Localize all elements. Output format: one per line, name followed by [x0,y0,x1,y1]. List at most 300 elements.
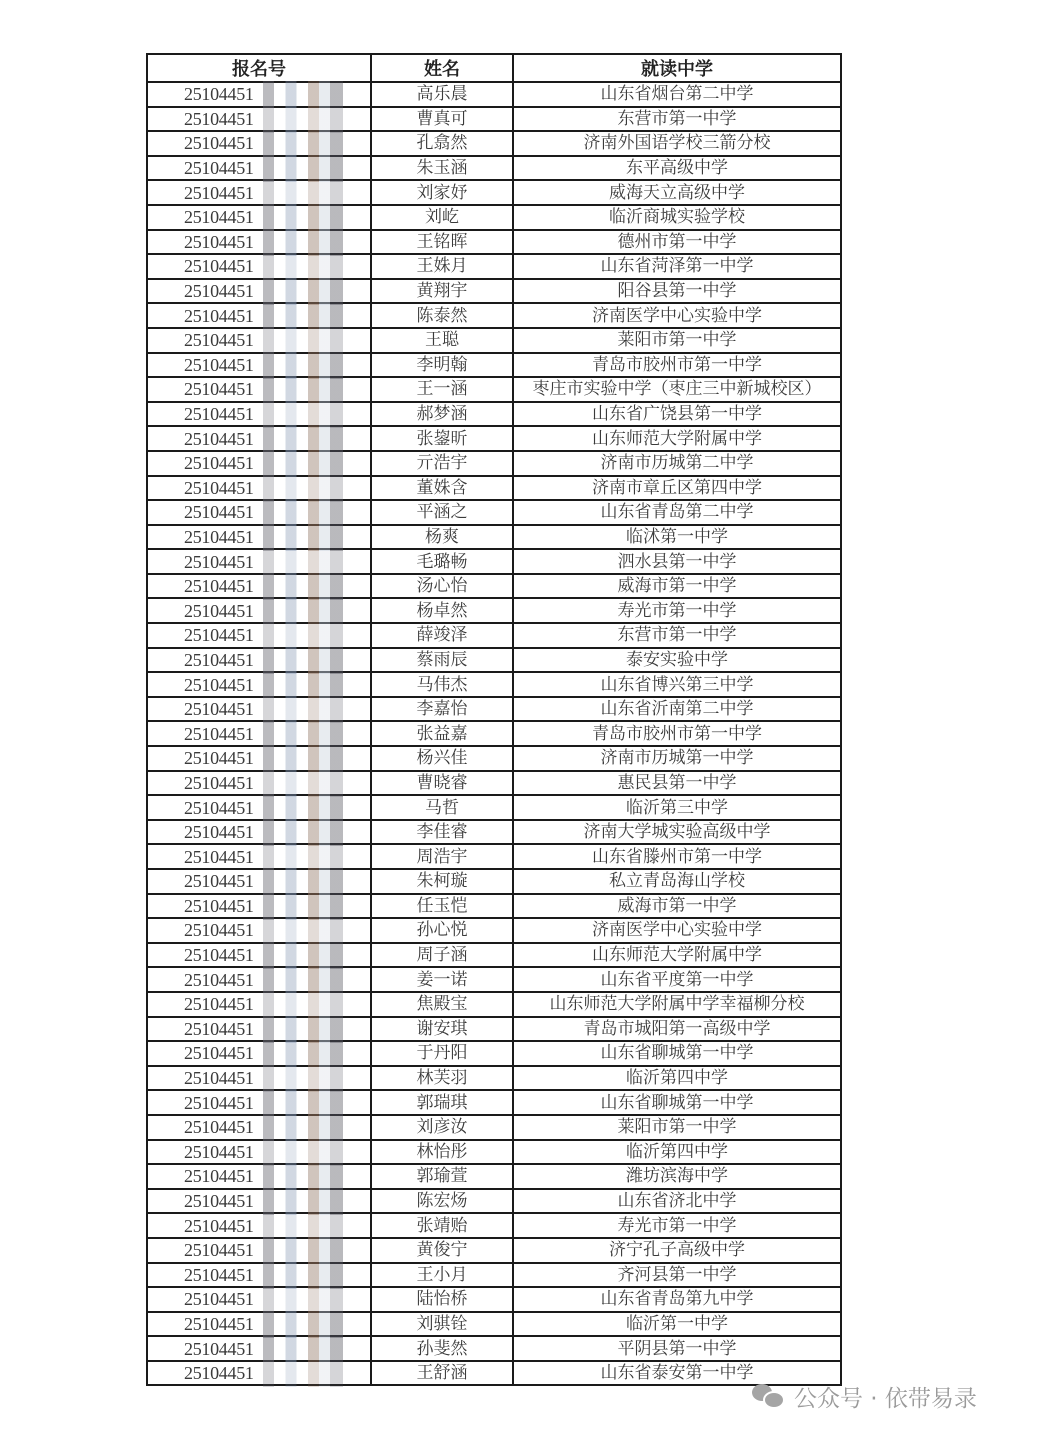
redaction-mosaic [263,1237,343,1264]
redaction-mosaic [263,942,343,969]
table-row [147,918,841,943]
school-name: 山东省平度第一中学 [513,967,841,992]
registration-number-cell [147,549,371,574]
school-name: 山东省菏泽第一中学 [513,254,841,279]
school-name: 惠民县第一中学 [513,771,841,796]
redaction-mosaic [263,278,343,305]
student-name: 毛璐畅 [371,549,513,574]
registration-number-cell [147,180,371,205]
redaction-mosaic [263,1360,343,1387]
registration-number: 25104451 [184,84,254,105]
table-row [147,795,841,820]
registration-number: 25104451 [184,1043,254,1064]
school-name: 济南医学中心实验中学 [513,303,841,328]
student-name: 孔翕然 [371,131,513,156]
registration-number: 25104451 [184,1018,254,1039]
table-row [147,230,841,255]
registration-number: 25104451 [184,231,254,252]
results-table-container [146,53,842,1386]
school-name: 德州市第一中学 [513,230,841,255]
redaction-mosaic [263,1311,343,1338]
registration-number-cell [147,476,371,501]
registration-number: 25104451 [184,477,254,498]
table-row [147,254,841,279]
school-name: 潍坊滨海中学 [513,1164,841,1189]
school-name: 青岛市胶州市第一中学 [513,721,841,746]
redaction-mosaic [263,745,343,772]
student-name: 刘屹 [371,205,513,230]
school-name: 临沭第一中学 [513,525,841,550]
school-name: 枣庄市实验中学（枣庄三中新城校区） [513,377,841,402]
registration-number: 25104451 [184,649,254,670]
registration-number-cell [147,1238,371,1263]
school-name: 山东省聊城第一中学 [513,1090,841,1115]
registration-number: 25104451 [184,1289,254,1310]
table-header-row [147,54,841,82]
registration-number: 25104451 [184,1313,254,1334]
redaction-mosaic [263,450,343,477]
table-row [147,771,841,796]
registration-number-cell [147,918,371,943]
redaction-mosaic [263,302,343,329]
table-row [147,451,841,476]
school-name: 莱阳市第一中学 [513,328,841,353]
student-name: 张益嘉 [371,721,513,746]
registration-number-cell [147,992,371,1017]
student-name: 王小月 [371,1263,513,1288]
table-row [147,205,841,230]
table-row [147,1041,841,1066]
table-row [147,1115,841,1140]
school-name: 济南医学中心实验中学 [513,918,841,943]
table-row [147,1287,841,1312]
header-name: 姓名 [371,54,513,82]
student-name: 焦殿宝 [371,992,513,1017]
redaction-mosaic [263,106,343,133]
redaction-mosaic [263,204,343,231]
school-name: 临沂第四中学 [513,1066,841,1091]
student-name: 汤心怡 [371,574,513,599]
student-name: 林芙羽 [371,1066,513,1091]
registration-number: 25104451 [184,945,254,966]
redaction-mosaic [263,794,343,821]
registration-number: 25104451 [184,1068,254,1089]
redaction-mosaic [263,1188,343,1215]
table-row [147,82,841,107]
table-row [147,721,841,746]
registration-number-cell [147,894,371,919]
table-row [147,1189,841,1214]
school-name: 山东师范大学附属中学幸福柳分校 [513,992,841,1017]
registration-number: 25104451 [184,1141,254,1162]
student-name: 杨卓然 [371,598,513,623]
registration-number: 25104451 [184,699,254,720]
student-name: 董姝含 [371,476,513,501]
registration-number-cell [147,279,371,304]
table-row [147,1017,841,1042]
table-row [147,1312,841,1337]
table-row [147,598,841,623]
redaction-mosaic [263,425,343,452]
student-name: 朱柯璇 [371,869,513,894]
registration-number: 25104451 [184,895,254,916]
student-name: 马伟杰 [371,672,513,697]
registration-number: 25104451 [184,158,254,179]
registration-number: 25104451 [184,822,254,843]
registration-number-cell [147,598,371,623]
table-row [147,648,841,673]
watermark-text: 公众号 · 依带易录 [794,1386,977,1412]
redaction-mosaic [263,671,343,698]
student-name: 张靖贻 [371,1213,513,1238]
registration-number-cell [147,1140,371,1165]
registration-number: 25104451 [184,1264,254,1285]
redaction-mosaic [263,524,343,551]
table-row [147,549,841,574]
school-name: 泰安实验中学 [513,648,841,673]
student-name: 王一涵 [371,377,513,402]
registration-number-cell [147,1336,371,1361]
redaction-mosaic [263,229,343,256]
registration-number-cell [147,1115,371,1140]
header-registration-number: 报名号 [147,54,371,82]
registration-number: 25104451 [184,1240,254,1261]
school-name: 济南大学城实验高级中学 [513,820,841,845]
redaction-mosaic [263,966,343,993]
registration-number: 25104451 [184,354,254,375]
table-row [147,943,841,968]
registration-number: 25104451 [184,1166,254,1187]
registration-number: 25104451 [184,1191,254,1212]
registration-number: 25104451 [184,969,254,990]
table-row [147,353,841,378]
table-row [147,1238,841,1263]
table-row [147,574,841,599]
redaction-mosaic [263,1286,343,1313]
registration-number: 25104451 [184,305,254,326]
student-name: 林怡彤 [371,1140,513,1165]
redaction-mosaic [263,475,343,502]
school-name: 山东省沂南第二中学 [513,697,841,722]
redaction-mosaic [263,1139,343,1166]
student-name: 王聪 [371,328,513,353]
table-row [147,894,841,919]
registration-number: 25104451 [184,871,254,892]
table-row [147,672,841,697]
student-name: 王铭晖 [371,230,513,255]
table-row [147,869,841,894]
registration-number-cell [147,451,371,476]
registration-number: 25104451 [184,182,254,203]
school-name: 威海天立高级中学 [513,180,841,205]
registration-number-cell [147,1287,371,1312]
school-name: 威海市第一中学 [513,574,841,599]
registration-number: 25104451 [184,133,254,154]
school-name: 山东省青岛第九中学 [513,1287,841,1312]
redaction-mosaic [263,401,343,428]
registration-number: 25104451 [184,748,254,769]
school-name: 山东省博兴第三中学 [513,672,841,697]
student-name: 于丹阳 [371,1041,513,1066]
redaction-mosaic [263,573,343,600]
table-row [147,279,841,304]
redaction-mosaic [263,253,343,280]
redaction-mosaic [263,843,343,870]
school-name: 山东省滕州市第一中学 [513,844,841,869]
redaction-mosaic [263,1040,343,1067]
registration-number: 25104451 [184,920,254,941]
redaction-mosaic [263,1016,343,1043]
student-name: 亓浩宇 [371,451,513,476]
registration-number-cell [147,623,371,648]
student-name: 杨爽 [371,525,513,550]
registration-number-cell [147,697,371,722]
school-name: 齐河县第一中学 [513,1263,841,1288]
wechat-icon [752,1384,786,1410]
registration-number: 25104451 [184,428,254,449]
registration-number: 25104451 [184,379,254,400]
student-name: 郭瑞琪 [371,1090,513,1115]
redaction-mosaic [263,130,343,157]
school-name: 临沂商城实验学校 [513,205,841,230]
table-row [147,967,841,992]
redaction-mosaic [263,647,343,674]
redaction-mosaic [263,179,343,206]
student-name: 刘骐铨 [371,1312,513,1337]
redaction-mosaic [263,376,343,403]
school-name: 山东省烟台第二中学 [513,82,841,107]
student-name: 平涵之 [371,500,513,525]
registration-number: 25104451 [184,772,254,793]
registration-number: 25104451 [184,404,254,425]
registration-number: 25104451 [184,625,254,646]
student-name: 曹晓睿 [371,771,513,796]
registration-number: 25104451 [184,526,254,547]
school-name: 山东省青岛第二中学 [513,500,841,525]
table-row [147,1090,841,1115]
school-name: 寿光市第一中学 [513,598,841,623]
table-row [147,402,841,427]
registration-number-cell [147,844,371,869]
redaction-mosaic [263,868,343,895]
redaction-mosaic [263,1114,343,1141]
registration-number-cell [147,1361,371,1386]
school-name: 东营市第一中学 [513,107,841,132]
registration-number: 25104451 [184,723,254,744]
registration-number-cell [147,820,371,845]
redaction-mosaic [263,352,343,379]
registration-number: 25104451 [184,674,254,695]
school-name: 济南市历城第二中学 [513,451,841,476]
registration-number-cell [147,205,371,230]
table-row [147,328,841,353]
registration-number-cell [147,328,371,353]
school-name: 临沂第一中学 [513,1312,841,1337]
redaction-mosaic [263,1212,343,1239]
registration-number-cell [147,82,371,107]
registration-number-cell [147,648,371,673]
registration-number-cell [147,353,371,378]
student-name: 朱玉涵 [371,156,513,181]
redaction-mosaic [263,548,343,575]
table-row [147,1164,841,1189]
registration-number-cell [147,1090,371,1115]
registration-number-cell [147,721,371,746]
school-name: 平阴县第一中学 [513,1336,841,1361]
registration-number-cell [147,1189,371,1214]
registration-number-cell [147,771,371,796]
registration-number-cell [147,1312,371,1337]
school-name: 山东省泰安第一中学 [513,1361,841,1386]
student-name: 杨兴佳 [371,746,513,771]
registration-number: 25104451 [184,281,254,302]
redaction-mosaic [263,893,343,920]
registration-number: 25104451 [184,256,254,277]
table-row [147,426,841,451]
registration-number: 25104451 [184,846,254,867]
redaction-mosaic [263,622,343,649]
registration-number-cell [147,303,371,328]
registration-number: 25104451 [184,600,254,621]
student-name: 曹真可 [371,107,513,132]
registration-number-cell [147,254,371,279]
redaction-mosaic [263,81,343,108]
school-name: 青岛市城阳第一高级中学 [513,1017,841,1042]
redaction-mosaic [263,1163,343,1190]
redaction-mosaic [263,1065,343,1092]
table-row [147,525,841,550]
registration-number: 25104451 [184,551,254,572]
student-name: 郝梦涵 [371,402,513,427]
student-name: 王舒涵 [371,1361,513,1386]
table-row [147,377,841,402]
student-name: 高乐晨 [371,82,513,107]
registration-number-cell [147,1213,371,1238]
registration-number: 25104451 [184,797,254,818]
student-name: 陆怡桥 [371,1287,513,1312]
student-name: 郭瑜萱 [371,1164,513,1189]
table-row [147,1140,841,1165]
redaction-mosaic [263,720,343,747]
registration-number-cell [147,426,371,451]
registration-number-cell [147,746,371,771]
registration-number-cell [147,967,371,992]
watermark [752,1380,977,1413]
student-name: 马哲 [371,795,513,820]
registration-number: 25104451 [184,1363,254,1384]
redaction-mosaic [263,327,343,354]
table-row [147,746,841,771]
registration-number-cell [147,156,371,181]
table-row [147,1066,841,1091]
school-name: 泗水县第一中学 [513,549,841,574]
table-row [147,500,841,525]
redaction-mosaic [263,1262,343,1289]
student-name: 任玉恺 [371,894,513,919]
student-name: 蔡雨辰 [371,648,513,673]
student-name: 黄翔宇 [371,279,513,304]
student-name: 谢安琪 [371,1017,513,1042]
student-name: 李明翰 [371,353,513,378]
table-row [147,623,841,648]
registration-number-cell [147,943,371,968]
table-row [147,992,841,1017]
table-row [147,180,841,205]
student-name: 李佳睿 [371,820,513,845]
registration-number: 25104451 [184,1215,254,1236]
registration-number-cell [147,1017,371,1042]
registration-number-cell [147,230,371,255]
school-name: 济南外国语学校三箭分校 [513,131,841,156]
registration-number: 25104451 [184,994,254,1015]
student-name: 姜一诺 [371,967,513,992]
redaction-mosaic [263,991,343,1018]
table-row [147,1361,841,1386]
registration-number-cell [147,525,371,550]
table-row [147,820,841,845]
student-name: 刘家妤 [371,180,513,205]
student-name: 周子涵 [371,943,513,968]
registration-number: 25104451 [184,1117,254,1138]
redaction-mosaic [263,1089,343,1116]
school-name: 山东师范大学附属中学 [513,426,841,451]
student-name: 薛竣泽 [371,623,513,648]
registration-number-cell [147,1041,371,1066]
registration-number: 25104451 [184,330,254,351]
student-name: 黄俊宁 [371,1238,513,1263]
table-row [147,476,841,501]
school-name: 莱阳市第一中学 [513,1115,841,1140]
registration-number-cell [147,1066,371,1091]
registration-number-cell [147,500,371,525]
student-name: 张鋆昕 [371,426,513,451]
student-name: 周浩宇 [371,844,513,869]
registration-number-cell [147,574,371,599]
registration-number-cell [147,1263,371,1288]
school-name: 山东省聊城第一中学 [513,1041,841,1066]
registration-number-cell [147,795,371,820]
redaction-mosaic [263,155,343,182]
redaction-mosaic [263,1335,343,1362]
table-row [147,1263,841,1288]
school-name: 临沂第四中学 [513,1140,841,1165]
registration-number: 25104451 [184,453,254,474]
student-name: 孙心悦 [371,918,513,943]
registration-number: 25104451 [184,1338,254,1359]
school-name: 青岛市胶州市第一中学 [513,353,841,378]
student-name: 陈宏炀 [371,1189,513,1214]
school-name: 济南市章丘区第四中学 [513,476,841,501]
table-row [147,107,841,132]
school-name: 济南市历城第一中学 [513,746,841,771]
registration-number-cell [147,402,371,427]
student-name: 王姝月 [371,254,513,279]
table-row [147,844,841,869]
registration-number: 25104451 [184,108,254,129]
registration-number-cell [147,131,371,156]
redaction-mosaic [263,917,343,944]
table-row [147,131,841,156]
registration-number: 25104451 [184,207,254,228]
school-name: 济宁孔子高级中学 [513,1238,841,1263]
table-row [147,697,841,722]
school-name: 东平高级中学 [513,156,841,181]
school-name: 东营市第一中学 [513,623,841,648]
registration-number-cell [147,107,371,132]
table-row [147,156,841,181]
school-name: 临沂第三中学 [513,795,841,820]
student-name: 孙斐然 [371,1336,513,1361]
